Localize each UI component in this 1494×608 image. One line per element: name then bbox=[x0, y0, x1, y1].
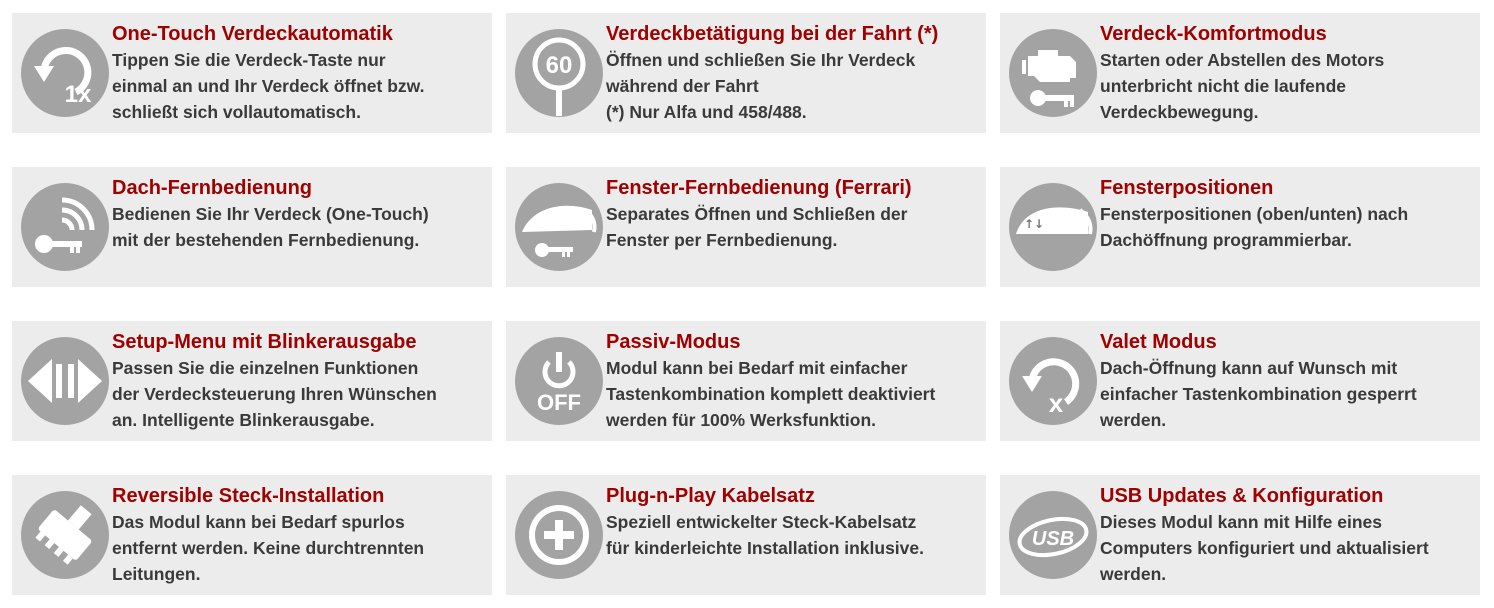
feature-card-usb-updates bbox=[1000, 475, 1480, 595]
feature-card-drive-operation bbox=[506, 13, 986, 133]
plus-icon bbox=[512, 488, 606, 582]
feature-text bbox=[1100, 483, 1474, 587]
blinker-arrows-icon bbox=[18, 334, 112, 428]
usb-icon-label: USB bbox=[1031, 528, 1075, 550]
feature-title: Dach-Fernbedienung bbox=[112, 177, 313, 199]
feature-description: Öffnen und schließen Sie Ihr Verdeck während der Fahrt (*) Nur Alfa und 458/488. bbox=[606, 50, 916, 122]
feature-card-cable-harness bbox=[506, 475, 986, 595]
power-off-icon-label: OFF bbox=[537, 390, 581, 415]
feature-title: USB Updates & Konfiguration bbox=[1100, 485, 1384, 507]
feature-card-window-positions bbox=[1000, 167, 1480, 287]
speed-sign-icon-label: 60 bbox=[545, 52, 573, 79]
feature-card-comfort-mode bbox=[1000, 13, 1480, 133]
feature-text bbox=[606, 329, 980, 433]
feature-title: Verdeckbetätigung bei der Fahrt (*) bbox=[606, 23, 939, 45]
one-touch-icon-label: 1x bbox=[64, 81, 92, 108]
feature-text bbox=[112, 483, 486, 587]
one-touch-icon bbox=[18, 26, 112, 120]
feature-text bbox=[1100, 175, 1474, 253]
feature-card-valet-mode bbox=[1000, 321, 1480, 441]
valet-lock-icon bbox=[1006, 334, 1100, 428]
feature-title: Fensterpositionen bbox=[1100, 177, 1274, 199]
engine-key-icon bbox=[1006, 26, 1100, 120]
feature-card-window-remote bbox=[506, 167, 986, 287]
feature-card-passive-mode bbox=[506, 321, 986, 441]
valet-lock-icon-label: x bbox=[1048, 388, 1064, 418]
plug-connector-icon bbox=[18, 488, 112, 582]
window-position-icon-label: ↑↓ bbox=[1023, 217, 1045, 231]
feature-description: Separates Öffnen und Schließen der Fenster per Fernbedienung. bbox=[606, 204, 908, 250]
feature-text bbox=[606, 21, 980, 125]
feature-description: Speziell entwickelter Steck-Kabelsatz für kinderleichte Installation inklusive. bbox=[606, 512, 924, 558]
feature-description: Passen Sie die einzelnen Funktionen der Verdecksteuerung Ihren Wünschen an. Intelligente Blinkerausgabe. bbox=[112, 358, 437, 430]
feature-text bbox=[112, 21, 486, 125]
speed-sign-icon bbox=[512, 26, 606, 120]
feature-description: Fensterpositionen (oben/unten) nach Dachöffnung programmierbar. bbox=[1100, 204, 1409, 250]
feature-card-setup-menu bbox=[12, 321, 492, 441]
feature-card-one-touch bbox=[12, 13, 492, 133]
remote-key-icon bbox=[18, 180, 112, 274]
feature-title: Passiv-Modus bbox=[606, 331, 741, 353]
feature-text bbox=[1100, 329, 1474, 433]
feature-text bbox=[606, 175, 980, 253]
feature-description: Starten oder Abstellen des Motors unterbricht nicht die laufende Verdeckbewegung. bbox=[1100, 50, 1385, 122]
window-position-icon bbox=[1006, 180, 1100, 274]
feature-title: Fenster-Fernbedienung (Ferrari) bbox=[606, 177, 912, 199]
feature-text bbox=[112, 175, 486, 253]
feature-title: Reversible Steck-Installation bbox=[112, 485, 385, 507]
usb-icon bbox=[1006, 488, 1100, 582]
feature-title: Plug-n-Play Kabelsatz bbox=[606, 485, 815, 507]
feature-title: Setup-Menu mit Blinkerausgabe bbox=[112, 331, 417, 353]
feature-description: Modul kann bei Bedarf mit einfacher Tastenkombination komplett deaktiviert werden für 100% Werksfunktion. bbox=[606, 358, 936, 430]
feature-title: Valet Modus bbox=[1100, 331, 1217, 353]
feature-description: Dach-Öffnung kann auf Wunsch mit einfacher Tastenkombination gesperrt werden. bbox=[1100, 358, 1417, 430]
feature-text bbox=[606, 483, 980, 561]
feature-title: Verdeck-Komfortmodus bbox=[1100, 23, 1327, 45]
feature-text bbox=[112, 329, 486, 433]
power-off-icon bbox=[512, 334, 606, 428]
feature-card-roof-remote bbox=[12, 167, 492, 287]
feature-description: Dieses Modul kann mit Hilfe eines Computers konfiguriert und aktualisiert werden. bbox=[1100, 512, 1429, 584]
feature-description: Bedienen Sie Ihr Verdeck (One-Touch) mit der bestehenden Fernbedienung. bbox=[112, 204, 429, 250]
window-key-icon bbox=[512, 180, 606, 274]
feature-card-reversible-install bbox=[12, 475, 492, 595]
feature-description: Tippen Sie die Verdeck-Taste nur einmal an und Ihr Verdeck öffnet bzw. schließt sich vollautomatisch. bbox=[112, 50, 425, 122]
feature-text bbox=[1100, 21, 1474, 125]
feature-description: Das Modul kann bei Bedarf spurlos entfernt werden. Keine durchtrennten Leitungen. bbox=[112, 512, 425, 584]
feature-title: One-Touch Verdeckautomatik bbox=[112, 23, 393, 45]
